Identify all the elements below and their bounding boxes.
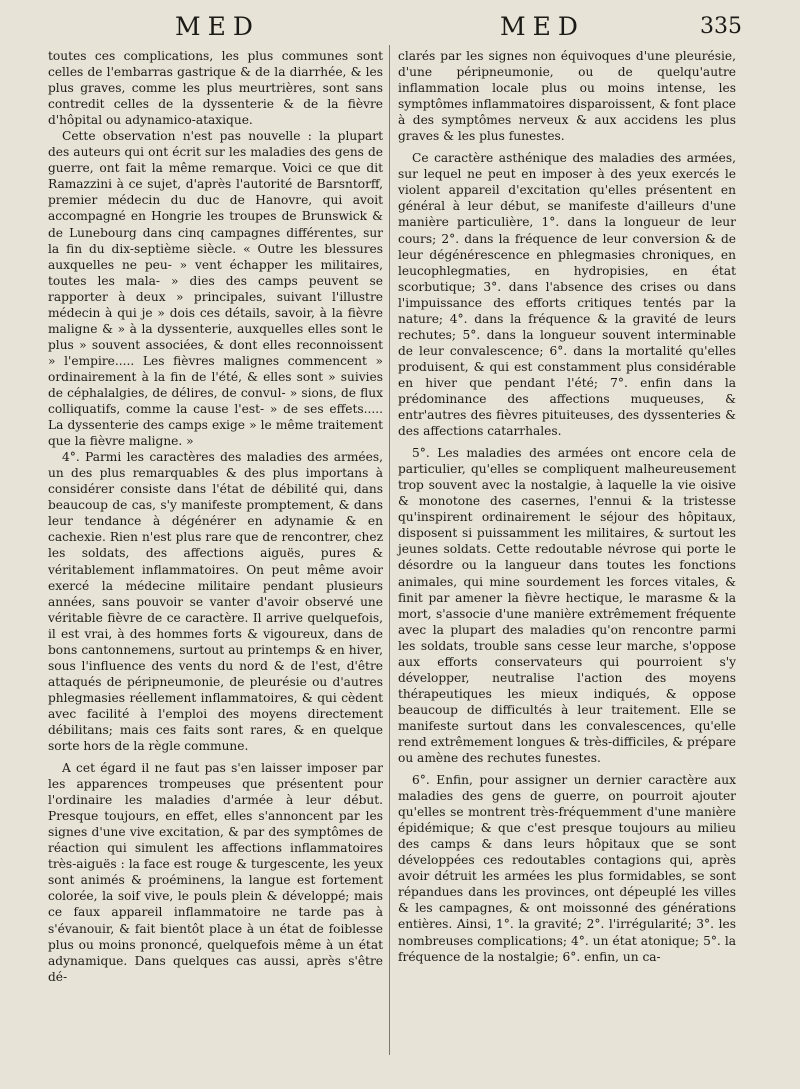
paragraph: A cet égard il ne faut pas s'en laisser imposer par les apparences trompeuses que présentent pour l'ordinaire les maladies d'armée à leur début. Presque toujours, en effet, elles s'annoncent par les signes d'une vive excitation, & par des symptômes de réaction qui simulent les affections inflammatoires très-aiguës : la face est rouge & turgescente, les yeux sont animés & proéminens, la langue est fortement colorée, la soif vive, le pouls plein & développé; mais ce faux appareil inflammatoire ne tarde pas à s'évanouir, & fait bientôt place à un état de foiblesse plus ou moins prononcé, quelquefois même à un état adynamique. Dans quelques cas aussi, après s'être dé- (48, 761, 383, 984)
paragraph: 4°. Parmi les caractères des maladies des armées, un des plus remarquables & des plus importans à considérer consiste dans l'état de débilité qui, dans beaucoup de cas, s'y manifeste promptement, & dans leur tendance à dégénérer en adynamie & en cachexie. Rien n'est plus rare que de rencontrer, chez les soldats, des affections aiguës, pures & véritablement inflammatoires. On peut même avoir exercé la médecine militaire pendant plusieurs années, sans pouvoir se vanter d'avoir observé une véritable fièvre de ce caractère. Il arrive quelquefois, il est vrai, à des hommes forts & vigoureux, dans de bons cantonnemens, surtout au printemps & en hiver, sous l'influence des vents du nord & de l'est, d'être attaqués de péripneumonie, de pleurésie ou d'autres phlegmasies réellement inflammatoires, & qui cèdent avec facilité à l'emploi des moyens directement débilitans; mais ces faits sont rares, & en quelque sorte hors de la règle commune. (48, 450, 383, 754)
page-number: 335 (700, 14, 742, 39)
paragraph: 6°. Enfin, pour assigner un dernier caractère aux maladies des gens de guerre, on pourroit ajouter qu'elles se montrent très-fréquemment d'une manière épidémique; & que c'est presque toujours au milieu des camps & dans leurs hôpitaux que se sont développées ces redoutables contagions qui, après avoir détruit les armées les plus formidables, se sont répandues dans les provinces, ont dépeuplé les villes & les campagnes, & ont moissonné des générations entières. Ainsi, 1°. la gravité; 2°. l'irrégularité; 3°. les nombreuses complications; 4°. un état atonique; 5°. la fréquence de la nostalgie; 6°. enfin, un ca- (398, 773, 736, 964)
left-running-title: MED (175, 12, 260, 41)
paragraph: Ce caractère asthénique des maladies des armées, sur lequel ne peut en imposer à des yeux exercés le violent appareil d'excitation qu'elles présentent en général à leur début, se manifeste d'ailleurs d'une manière particulière, 1°. dans la longueur de leur cours; 2°. dans la fréquence de leur conversion & de leur dégénérescence en phlegmasies chroniques, en leucophlegmaties, en hydropisies, en état scorbutique; 3°. dans l'absence des crises ou dans l'impuissance des efforts critiques tentés par la nature; 4°. dans la fréquence & la gravité de leurs rechutes; 5°. dans la longueur souvent interminable de leur convalescence; 6°. dans la mortalité qu'elles produisent, & qui est constamment plus considérable en hiver que pendant l'été; 7°. enfin dans la prédominance des affections muqueuses, & entr'autres des fièvres pituiteuses, des dyssenteries & des affections catarrhales. (398, 151, 736, 439)
column-divider (389, 45, 390, 1055)
paragraph: Cette observation n'est pas nouvelle : la plupart des auteurs qui ont écrit sur les maladies des gens de guerre, ont fait la même remarque. Voici ce que dit Ramazzini à ce sujet, d'après l'autorité de Barsntorff, premier médecin du duc de Hanovre, qui avoit accompagné en Hongrie les troupes de Brunswick & de Lunebourg dans cinq campagnes différentes, sur la fin du dix-septième siècle. « Outre les blessures auxquelles ne peu- » vent échapper les militaires, toutes les mala- » dies des camps peuvent se rapporter à deux » principales, suivant l'illustre médecin à qui je » dois ces détails, savoir, à la fièvre maligne & » à la dyssenterie, auxquelles elles sont le plus » souvent associées, & dont elles reconnoissent » l'empire..... Les fièvres malignes commencent » ordinairement à la fin de l'été, & elles sont » suivies de céphalalgies, de délires, de convul- » sions, de flux colliquatifs, comme la cause l'est- » de ses effets..... La dyssenterie des camps exige » le même traitement que la fièvre maligne. » (48, 129, 383, 449)
right-running-title: MED (500, 12, 585, 41)
left-column (48, 48, 383, 985)
running-header (0, 12, 800, 46)
paragraph: toutes ces complications, les plus communes sont celles de l'embarras gastrique & de la diarrhée, & les plus graves, comme les plus meurtrières, sont sans contredit celles de la dyssenterie & de la fièvre d'hôpital ou adynamico-ataxique. (48, 49, 383, 128)
right-column (398, 48, 736, 965)
paragraph: clarés par les signes non équivoques d'une pleurésie, d'une péripneumonie, ou de quelqu'autre inflammation locale plus ou moins intense, les symptômes inflammatoires disparoissent, & font place à des symptômes nerveux & aux accidens les plus graves & les plus funestes. (398, 49, 736, 144)
paragraph: 5°. Les maladies des armées ont encore cela de particulier, qu'elles se compliquent malheureusement trop souvent avec la nostalgie, à laquelle la vie oisive & monotone des casernes, l'ennui & la tristesse qu'inspirent ordinairement le séjour des hôpitaux, disposent si puissamment les militaires, & surtout les jeunes soldats. Cette redoutable névrose qui porte le désordre ou la langueur dans toutes les fonctions animales, qui mine sourdement les forces vitales, & finit par amener la fièvre hectique, le marasme & la mort, s'associe d'une manière extrêmement fréquente avec la plupart des maladies qu'on rencontre parmi les soldats, trouble sans cesse leur marche, s'oppose aux efforts conservateurs qui pourroient s'y développer, neutralise l'action des moyens thérapeutiques les mieux indiqués, & oppose beaucoup de difficultés à leur traitement. Elle se manifeste surtout dans les convalescences, qu'elle rend extrêmement longues & très-difficiles, & prépare ou amène des rechutes funestes. (398, 446, 736, 766)
